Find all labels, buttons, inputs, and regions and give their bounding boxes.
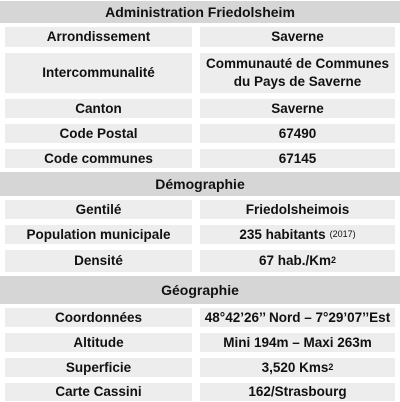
label-arrondissement xyxy=(4,26,193,48)
value-gentile xyxy=(199,199,396,220)
value-text: Communauté de Communes du Pays de Saverne xyxy=(205,56,390,89)
population-year: (2017) xyxy=(329,228,356,239)
label-text: Gentilé xyxy=(75,201,122,217)
label-code-postal xyxy=(4,123,193,144)
label-text: Code communes xyxy=(44,150,153,166)
label-text: Code Postal xyxy=(59,125,138,141)
label-population xyxy=(4,224,193,245)
value-canton xyxy=(199,98,396,119)
row-intercommunalite xyxy=(0,50,400,96)
label-intercommunalite xyxy=(4,52,193,94)
value-arrondissement xyxy=(199,26,396,48)
value-coordonnees xyxy=(199,307,396,328)
label-text: Arrondissement xyxy=(46,29,151,45)
label-altitude xyxy=(4,332,193,353)
value-text: Saverne xyxy=(271,29,324,45)
row-code-postal xyxy=(0,121,400,146)
section-header-demographie xyxy=(0,171,400,197)
value-text: 162/Strasbourg xyxy=(248,384,347,400)
value-intercommunalite xyxy=(199,52,396,94)
value-population xyxy=(199,224,396,245)
value-carte-cassini xyxy=(199,382,396,402)
label-text: Carte Cassini xyxy=(55,384,142,400)
label-text: Densité xyxy=(74,253,123,269)
label-coordonnees xyxy=(4,307,193,328)
section-header-administration xyxy=(0,0,400,24)
label-text: Population municipale xyxy=(26,226,171,242)
value-text: 48°42’26’’ Nord – 7°29’07’’Est xyxy=(204,309,391,325)
value-text: 67490 xyxy=(278,125,317,141)
section-header-geographie xyxy=(0,275,400,305)
value-densite xyxy=(199,249,396,273)
row-coordonnees xyxy=(0,305,400,330)
row-gentile xyxy=(0,197,400,222)
label-text: Altitude xyxy=(73,334,124,350)
superficie-exponent: 2 xyxy=(328,361,334,372)
section-title-geographie: Géographie xyxy=(161,282,239,298)
value-code-communes xyxy=(199,148,396,169)
densite-exponent: 2 xyxy=(331,255,337,266)
value-text: Saverne xyxy=(271,100,324,116)
label-code-communes xyxy=(4,148,193,169)
label-canton xyxy=(4,98,193,119)
label-text: Canton xyxy=(75,100,122,116)
value-text: 3,520 Kms xyxy=(261,359,329,375)
section-title-administration: Administration Friedolsheim xyxy=(105,4,295,20)
value-code-postal xyxy=(199,123,396,144)
label-text: Superficie xyxy=(65,359,132,375)
label-carte-cassini xyxy=(4,382,193,402)
row-densite xyxy=(0,247,400,275)
value-text: 235 habitants xyxy=(239,226,326,242)
row-canton xyxy=(0,96,400,121)
label-densite xyxy=(4,249,193,273)
value-text: 67 hab./Km xyxy=(258,253,331,269)
row-population xyxy=(0,222,400,247)
row-superficie xyxy=(0,355,400,380)
label-gentile xyxy=(4,199,193,220)
value-text: Friedolsheimois xyxy=(245,201,350,217)
value-superficie xyxy=(199,357,396,378)
value-text: Mini 194m – Maxi 263m xyxy=(223,334,372,350)
label-text: Intercommunalité xyxy=(42,65,155,81)
section-title-demographie: Démographie xyxy=(155,176,245,192)
row-carte-cassini xyxy=(0,380,400,402)
row-altitude xyxy=(0,330,400,355)
label-text: Coordonnées xyxy=(54,309,142,325)
value-altitude xyxy=(199,332,396,353)
label-superficie xyxy=(4,357,193,378)
value-text: 67145 xyxy=(278,150,317,166)
row-code-communes xyxy=(0,146,400,171)
row-arrondissement xyxy=(0,24,400,50)
